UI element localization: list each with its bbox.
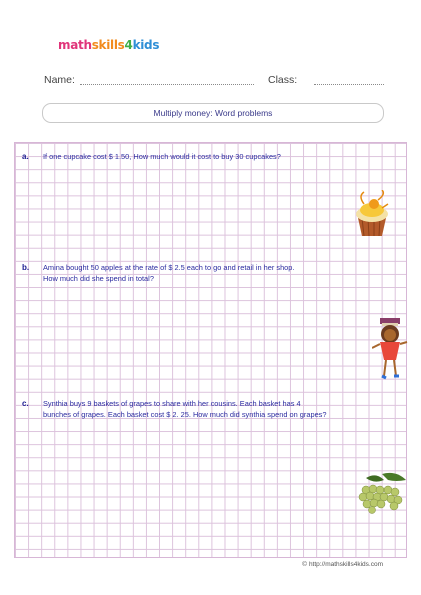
- student-info-row: [44, 74, 385, 92]
- name-line: [80, 84, 254, 85]
- worksheet-title: Multiply money: Word problems: [42, 103, 384, 123]
- name-label: Name:: [44, 74, 75, 86]
- cupcake-icon: [352, 190, 392, 238]
- question-a: a. If one cupcake cost $ 1.50, How much would it cost to buy 30 cupcakes?: [22, 152, 281, 161]
- question-b: b. Amina bought 50 apples at the rate of $ 2.5 each to go and retail in her shop. How much did she spend in total?: [22, 263, 295, 283]
- class-line: [314, 84, 384, 85]
- class-label: Class:: [268, 74, 298, 86]
- site-logo: mathskills4kids: [58, 38, 160, 52]
- footer-url[interactable]: http://mathskills4kids.com: [308, 561, 383, 568]
- footer-copyright: © http://mathskills4kids.com: [302, 561, 383, 568]
- grapes-icon: [352, 470, 410, 514]
- question-c: c. Synthia buys 9 baskets of grapes to share with her cousins. Each basket has 4 bunches of grapes. Each basket cost $ 2. 25. How much did synthia spend on grapes?: [22, 399, 327, 419]
- answer-grid: [14, 142, 407, 558]
- girl-reading-icon: [372, 318, 408, 384]
